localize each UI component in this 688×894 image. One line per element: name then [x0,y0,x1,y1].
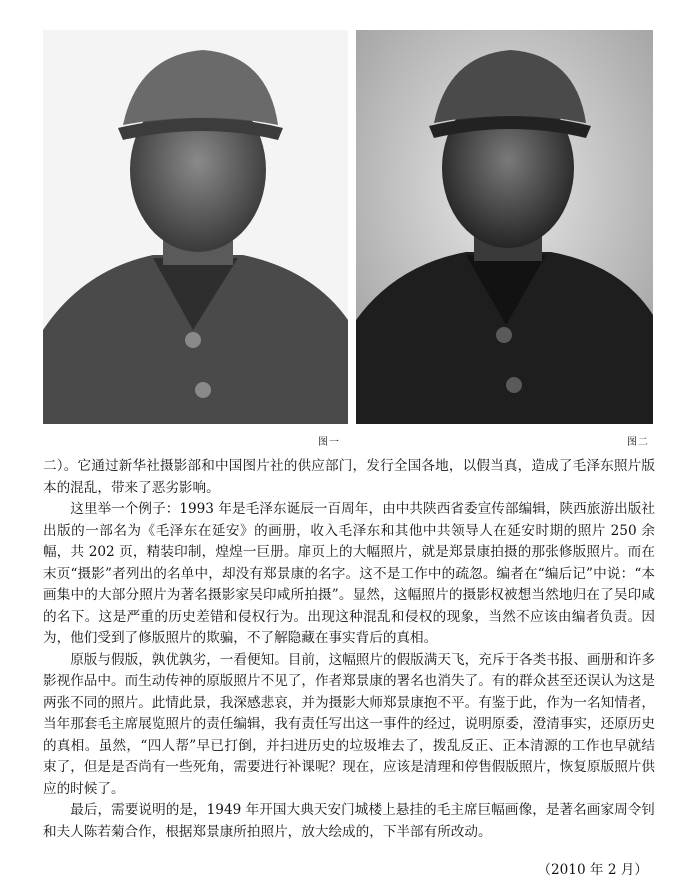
paragraph-1: 二）。它通过新华社摄影部和中国图片社的供应部门，发行全国各地，以假当真，造成了毛泽东照片版本的混乱，带来了恶劣影响。 [43,458,655,496]
retouched-portrait-photo [356,30,653,424]
figure-caption-1: 图一 [318,437,340,448]
article-body [43,456,655,843]
original-portrait-photo [43,30,348,424]
paragraph-4: 最后，需要说明的是，1949 年开国大典天安门城楼上悬挂的毛主席巨幅画像，是著名画家周令钊和夫人陈若菊合作，根据郑景康所拍照片，放大绘成的，下半部有所改动。 [43,802,655,840]
article-date: （2010 年 2 月） [537,862,648,878]
figure-caption-2: 图二 [627,437,649,448]
paragraph-3: 原版与假版，孰优孰劣，一看便知。目前，这幅照片的假版满天飞，充斥于各类书报、画册和许多影视作品中。而生动传神的原版照片不见了，作者郑景康的署名也消失了。有的群众甚至还误认为这是两张不同的照片。此情此景，我深感悲哀，并为摄影大师郑景康抱不平。有鉴于此，作为一名知情者，当年那套毛主席展览照片的责任编辑，我有责任写出这一事件的经过，说明原委，澄清事实，还原历史的真相。虽然，“四人帮”早已打倒，并扫进历史的垃圾堆去了，拨乱反正、正本清源的工作也早就结束了，但是是否尚有一些死角，需要进行补课呢？现在，应该是清理和停售假版照片，恢复原版照片供应的时候了。 [43,651,655,797]
paragraph-2: 这里举一个例子：1993 年是毛泽东诞辰一百周年，由中共陕西省委宣传部编辑，陕西旅游出版社出版的一部名为《毛泽东在延安》的画册，收入毛泽东和其他中共领导人在延安时期的照片 250 余幅，共 202 页，精装印制，煌煌一巨册。扉页上的大幅照片，就是郑景康拍摄的那张修版照片。而在末页“摄影”者列出的名单中，却没有郑景康的名字。这不是工作中的疏忽。编者在“编后记”中说：“本画集中的大部分照片为著名摄影家吴印咸所拍摄”。显然，这幅照片的摄影权被想当然地归在了吴印咸的名下。这是严重的历史差错和侵权行为。出现这种混乱和侵权的现象，当然不应该由编者负责。因为，他们受到了修版照片的欺骗，不了解隐藏在事实背后的真相。 [43,501,655,646]
